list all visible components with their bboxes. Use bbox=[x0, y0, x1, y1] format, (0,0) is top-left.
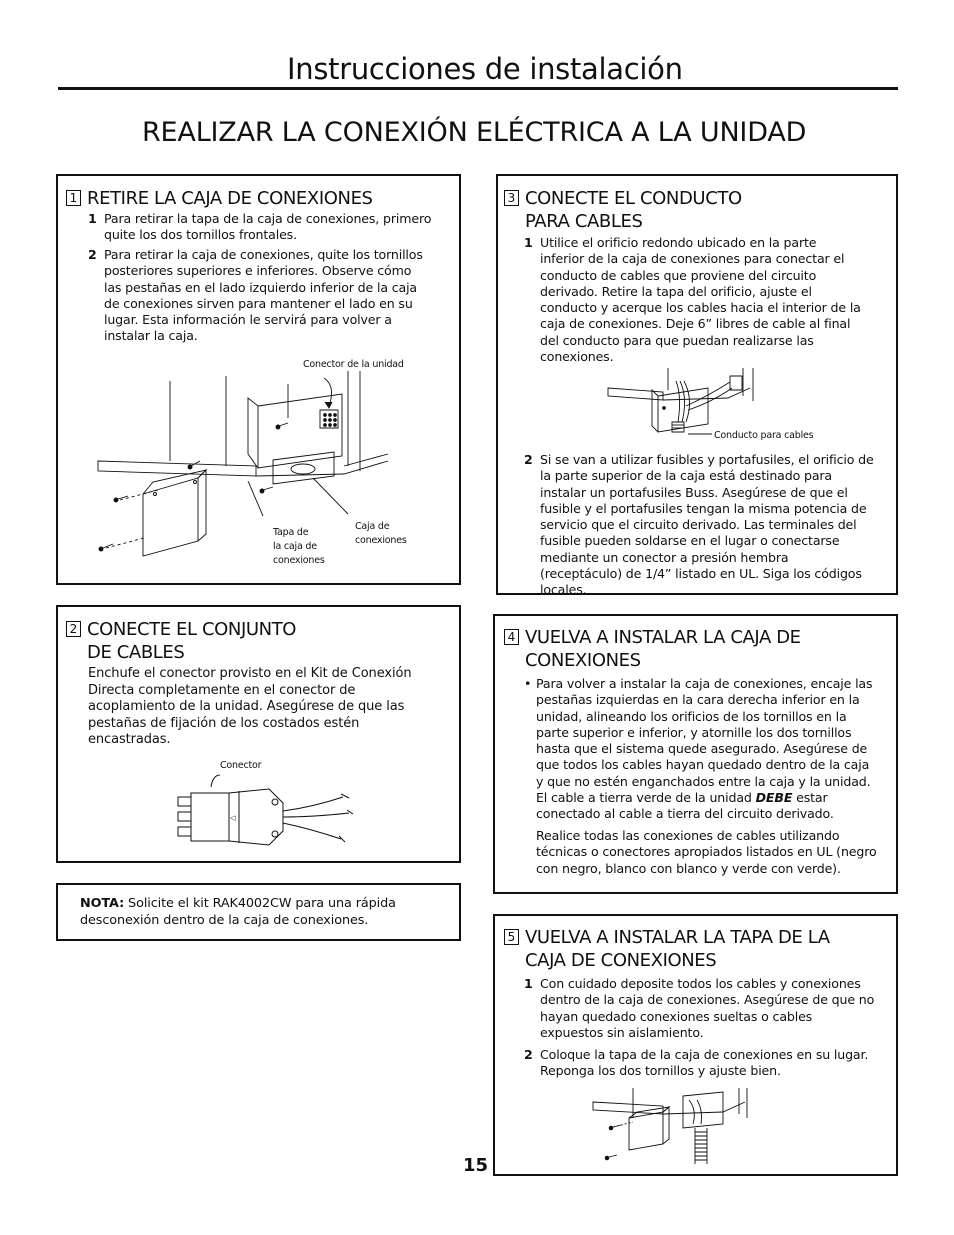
label-unit-connector: Conector de la unidad bbox=[303, 359, 404, 370]
cover-reinstall-illustration bbox=[593, 1088, 753, 1168]
step-2-title-line2: DE CABLES bbox=[87, 642, 185, 663]
step-2-header bbox=[66, 618, 296, 664]
step-4-box bbox=[493, 614, 898, 894]
section-title: REALIZAR LA CONEXIÓN ELÉCTRICA A LA UNIDAD bbox=[142, 117, 807, 148]
label-box-line1: Caja de bbox=[355, 521, 390, 532]
label-cover-line3: conexiones bbox=[273, 555, 325, 566]
step-2-box bbox=[56, 605, 461, 863]
step-1-title: RETIRE LA CAJA DE CONEXIONES bbox=[87, 188, 373, 209]
note-body: Solicite el kit RAK4002CW para una rápida desconexión dentro de la caja de conexiones. bbox=[80, 896, 396, 928]
header-rule bbox=[58, 87, 898, 90]
step-4-header bbox=[504, 626, 801, 672]
emphasis-debe: DEBE bbox=[755, 790, 793, 806]
label-connector: Conector bbox=[220, 760, 262, 771]
step-4-number: 4 bbox=[504, 629, 519, 645]
label-box-line2: conexiones bbox=[355, 535, 407, 546]
step-4-bullet-item: • Para volver a instalar la caja de conexiones, encaje las pestañas izquierdas en la cara derecha inferior en la unidad, alineando los orificios de los tornillos en la parte superior e inferior, y atornille los dos tornillos hasta que el sistema quede asegurado. Asegúrese de que todos los cables hayan quedado dentro de la caja y que no estén enganchados entre la caja y la unidad. El cable a tierra verde de la unidad DEBE estar conectado al cable a tierra del circuito derivado. bbox=[524, 676, 873, 822]
junction-box-removal-illustration bbox=[98, 366, 388, 586]
step-3-header bbox=[504, 187, 742, 233]
step-5-title-line2: CAJA DE CONEXIONES bbox=[525, 950, 717, 971]
step-3-item-2: 2 Si se van a utilizar fusibles y portafusiles, el orificio de la parte superior de la caja está destinado para instalar un portafusiles Buss. Asegúrese de que el fusible y el portafusiles tengan la misma potencia de servicio que el circuito derivado. Las terminales del fusible pueden soldarse en el lugar o conectarse mediante un conector a presión hembra (receptáculo) de 1/4” listado en UL. Siga los códigos locales. bbox=[524, 452, 874, 598]
note-text bbox=[80, 896, 440, 929]
step-5-header bbox=[504, 926, 830, 972]
wire-harness-connector-illustration bbox=[173, 767, 353, 857]
step-3-title-line1: CONECTE EL CONDUCTO bbox=[525, 188, 742, 209]
note-box bbox=[56, 883, 461, 941]
note-label: NOTA: bbox=[80, 896, 125, 911]
step-4-title-line2: CONEXIONES bbox=[525, 650, 641, 671]
conduit-connection-illustration bbox=[608, 366, 758, 446]
step-3-item-1: 1 Utilice el orificio redondo ubicado en la parte inferior de la caja de conexiones para conectar el conducto de cables que proviene del circuito derivado. Retire la tapa del orificio, ajuste el conducto y acerque los cables hacia el interior de la caja de conexiones. Deje 6” libres de cable al final del conducto para que puedan realizarse las conexiones. bbox=[524, 235, 861, 365]
step-5-number: 5 bbox=[504, 929, 519, 945]
step-3-title-line2: PARA CABLES bbox=[525, 211, 643, 232]
step-1-item-1: 1 Para retirar la tapa de la caja de conexiones, primero quite los dos tornillos frontales. bbox=[88, 211, 432, 243]
step-1-item-2: 2 Para retirar la caja de conexiones, quite los tornillos posteriores superiores e inferiores. Observe cómo las pestañas en el lado izquierdo inferior de la caja de conexiones sirven para mantener el lado en su lugar. Esta información le servirá para volver a instalar la caja. bbox=[88, 247, 423, 344]
label-conduit: Conducto para cables bbox=[714, 430, 814, 441]
page-header-title: Instrucciones de instalación bbox=[287, 52, 683, 86]
svg-text:◁: ◁ bbox=[230, 814, 236, 822]
step-1-header bbox=[66, 187, 373, 210]
step-3-box bbox=[496, 174, 898, 598]
step-2-number: 2 bbox=[66, 621, 81, 637]
label-cover-line1: Tapa de bbox=[273, 527, 309, 538]
step-3-number: 3 bbox=[504, 190, 519, 206]
page-number: 15 bbox=[463, 1155, 489, 1176]
label-cover-line2: la caja de bbox=[273, 541, 317, 552]
step-4-paragraph-2: Realice todas las conexiones de cables utilizando técnicas o conectores apropiados listados en UL (negro con negro, blanco con blanco y verde con verde). bbox=[536, 828, 877, 876]
step-2-title-line1: CONECTE EL CONJUNTO bbox=[87, 619, 297, 640]
step-5-box bbox=[493, 914, 898, 1176]
step-5-title-line1: VUELVA A INSTALAR LA TAPA DE LA bbox=[525, 927, 830, 948]
step-1-box bbox=[56, 174, 461, 585]
step-2-text: Enchufe el conector provisto en el Kit de Conexión Directa completamente en el conector de acoplamiento de la unidad. Asegúrese de que las pestañas de fijación de los costados estén encastradas. bbox=[88, 666, 412, 747]
bullet-marker: • bbox=[524, 676, 532, 691]
step-4-title-line1: VUELVA A INSTALAR LA CAJA DE bbox=[525, 627, 801, 648]
step-5-item-2: 2 Coloque la tapa de la caja de conexiones en su lugar. Reponga los dos tornillos y ajuste bien. bbox=[524, 1047, 869, 1079]
step-5-item-1: 1 Con cuidado deposite todos los cables y conexiones dentro de la caja de conexiones. Asegúrese de que no hayan quedado conexiones sueltas o cables expuestos sin aislamiento. bbox=[524, 976, 875, 1040]
step-1-number: 1 bbox=[66, 190, 81, 206]
